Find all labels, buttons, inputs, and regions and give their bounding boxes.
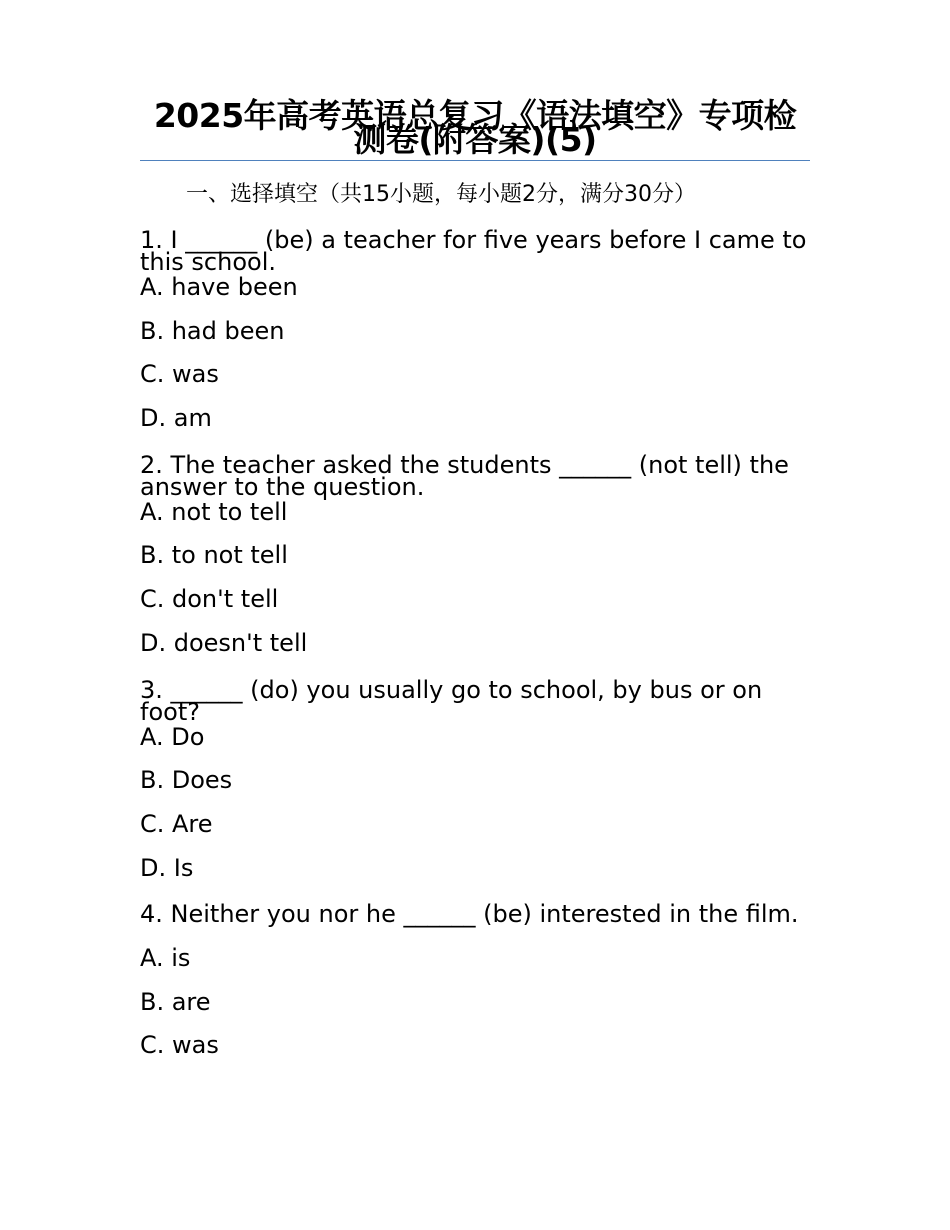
option-a: A. Do	[140, 722, 205, 751]
option-a: A. have been	[140, 273, 298, 301]
section-header: 一、选择填空（共15小题，每小题2分，满分30分）	[186, 182, 696, 207]
option-c: C. was	[140, 1031, 219, 1060]
option-d: D. Is	[140, 853, 194, 882]
option-d: D. am	[140, 404, 212, 433]
question-stem: 3. ______ (do) you usually go to school, by bus or on foot?	[140, 675, 763, 726]
question-4	[140, 900, 810, 1078]
option-d: D. doesn't tell	[140, 628, 308, 657]
question-2	[140, 451, 810, 676]
option-b: B. had been	[140, 316, 285, 345]
question-1	[140, 226, 810, 451]
option-a: A. is	[140, 943, 191, 972]
option-c: C. Are	[140, 809, 213, 838]
option-c: C. don't tell	[140, 585, 279, 614]
question-stem: 1. I ______ (be) a teacher for five years before I came to this school.	[140, 226, 807, 276]
document-title: 2025年高考英语总复习《语法填空》专项检测卷(附答案)(5)	[153, 96, 797, 159]
question-stem: 4. Neither you nor he ______ (be) interested in the film.	[140, 900, 799, 929]
question-stem: 2. The teacher asked the students ______ (not tell) the answer to the question.	[140, 450, 789, 501]
option-a: A. not to tell	[140, 497, 288, 526]
question-3	[140, 676, 810, 901]
option-c: C. was	[140, 360, 219, 389]
title-divider	[140, 160, 810, 161]
option-b: B. Does	[140, 766, 233, 795]
option-b: B. are	[140, 987, 211, 1016]
question-list	[140, 226, 810, 1078]
option-b: B. to not tell	[140, 541, 288, 570]
